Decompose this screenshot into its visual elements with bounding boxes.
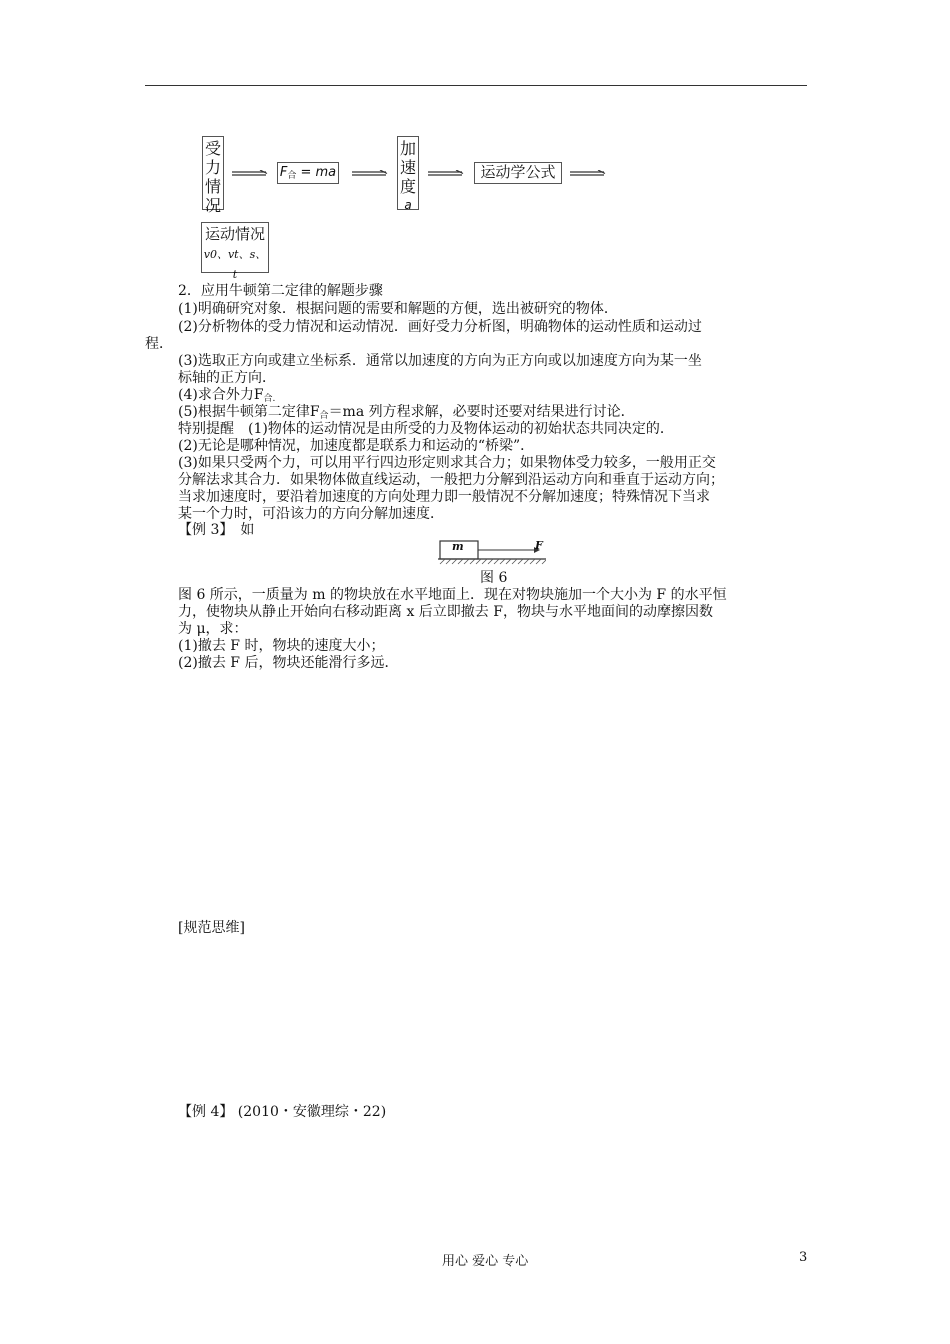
flow-box-motion-situation <box>201 222 269 281</box>
flow-box-acceleration <box>397 136 419 210</box>
standard-thinking: [规范思维] <box>178 920 245 936</box>
flow-box-kinematics <box>474 162 562 184</box>
step-2-line2: 程． <box>145 336 173 352</box>
figure-6 <box>438 538 546 568</box>
problem-line1: 图 6 所示，一质量为 m 的物块放在水平地面上．现在对物块施加一个大小为 F 的水平恒 <box>178 587 727 603</box>
example-4-label: 【例 4】 (2010・安徽理综・22) <box>178 1104 387 1120</box>
motion-vars: v0、vt、s、t <box>203 248 267 281</box>
motion-title: 运动情况 <box>204 225 265 243</box>
step-4-sub: 合. <box>263 394 276 404</box>
flow-box-kinematics-label: 运动学公式 <box>480 163 556 181</box>
flow-var: a <box>404 198 412 212</box>
tip-3-line1: (3)如果只受两个力，可以用平行四边形定则求其合力；如果物体受力较多，一般用正交 <box>178 455 716 471</box>
step-3-line1: (3)选取正方向或建立坐标系．通常以加速度的方向为正方向或以加速度方向为某一坐 <box>178 353 702 369</box>
step-4-text: (4)求合外力F <box>178 387 264 403</box>
formula-rest: = ma <box>296 165 337 180</box>
step-5-text: (5)根据牛顿第二定律F <box>178 404 320 420</box>
formula-sub: 合 <box>287 171 297 181</box>
tip-1: 特别提醒 (1)物体的运动情况是由所受的力及物体运动的初始状态共同决定的． <box>178 421 674 437</box>
flow-char: 况 <box>204 196 221 215</box>
question-1: (1)撤去 F 时，物块的速度大小； <box>178 638 385 654</box>
question-2: (2)撤去 F 后，物块还能滑行多远． <box>178 655 399 671</box>
double-arrow-icon <box>232 170 268 178</box>
figure-6-caption: 图 6 <box>480 570 508 586</box>
problem-line2: 力，使物块从静止开始向右移动距离 x 后立即撤去 F，物块与水平地面间的动摩擦因数 <box>178 604 713 620</box>
force-label: F <box>535 539 543 552</box>
tip-3-line3: 当求加速度时，要沿着加速度的方向处理力即一般情况不分解加速度；特殊情况下当求 <box>178 489 710 505</box>
header-rule <box>145 85 807 86</box>
tip-3-line4: 某一个力时，可沿该力的方向分解加速度． <box>178 506 444 522</box>
footer-text: 用心 爱心 专心 <box>442 1254 529 1269</box>
step-3-line2: 标轴的正方向． <box>178 370 276 386</box>
tip-3-line2: 分解法求其合力．如果物体做直线运动，一般把力分解到沿运动方向和垂直于运动方向； <box>178 472 724 488</box>
step-2-line1: (2)分析物体的受力情况和运动情况．画好受力分析图，明确物体的运动性质和运动过 <box>178 319 702 335</box>
flow-char: 力 <box>204 158 221 177</box>
double-arrow-icon <box>570 170 606 178</box>
flow-box-newton-formula <box>277 162 339 184</box>
step-5-rest: ＝ma 列方程求解，必要时还要对结果进行讨论． <box>328 404 635 420</box>
problem-line3: 为 μ，求： <box>178 621 248 637</box>
flow-char: 速 <box>399 158 416 177</box>
step-5-sub: 合 <box>319 411 329 421</box>
mass-label: m <box>452 540 464 553</box>
flow-char: 加 <box>399 139 416 158</box>
ground-hatch <box>440 559 546 564</box>
double-arrow-icon <box>352 170 388 178</box>
formula-f: F <box>279 165 288 180</box>
double-arrow-icon <box>428 170 464 178</box>
heading-steps: 2．应用牛顿第二定律的解题步骤 <box>178 283 383 299</box>
tip-2: (2)无论是哪种情况，加速度都是联系力和运动的“桥梁”． <box>178 438 535 454</box>
page-number: 3 <box>799 1250 808 1265</box>
flow-char: 度 <box>399 177 416 196</box>
example-3-label: 【例 3】 如 <box>178 522 255 538</box>
flow-char: 受 <box>204 139 221 158</box>
flow-box-force-situation <box>202 136 224 215</box>
flow-char: 情 <box>204 177 221 196</box>
step-1: (1)明确研究对象．根据问题的需要和解题的方便，选出被研究的物体． <box>178 301 618 317</box>
